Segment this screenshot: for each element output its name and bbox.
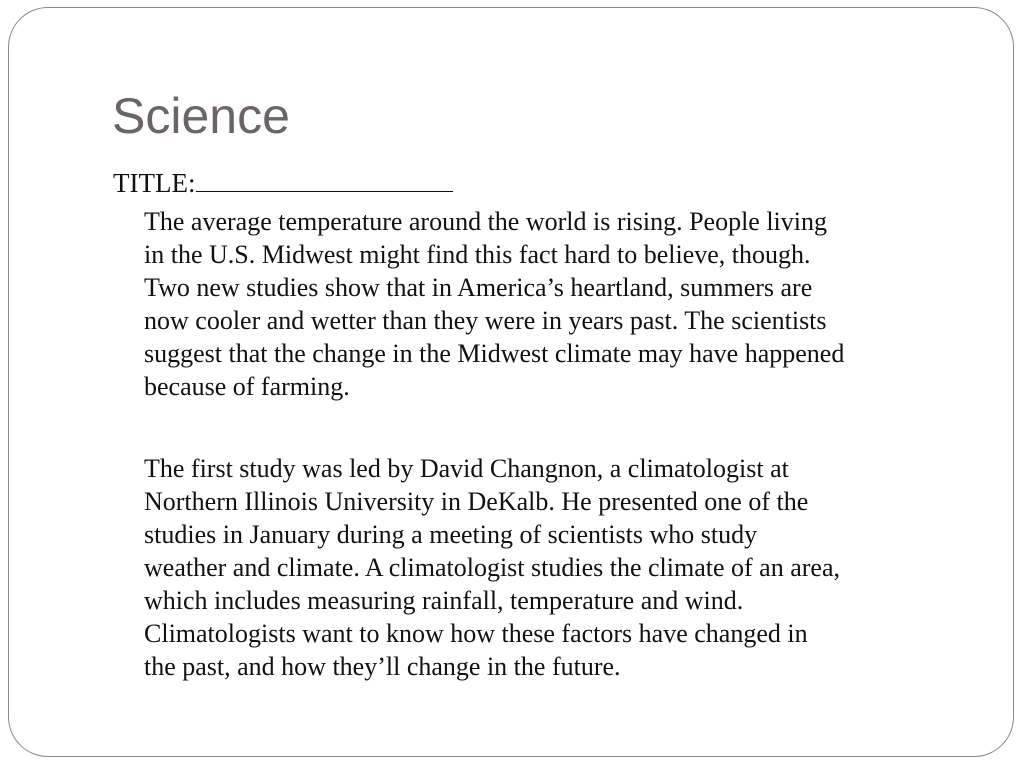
paragraph-line: now cooler and wetter than they were in years past. The scientists (144, 306, 827, 335)
paragraph-line: in the U.S. Midwest might find this fact hard to believe, though. (144, 240, 811, 269)
title-prompt-label: TITLE: (113, 168, 196, 198)
body-paragraph-1 (144, 205, 974, 403)
title-prompt-line (113, 164, 453, 200)
paragraph-line: The average temperature around the world is rising. People living (144, 207, 828, 236)
paragraph-line: suggest that the change in the Midwest climate may have happened (144, 339, 845, 368)
paragraph-line: weather and climate. A climatologist studies the climate of an area, (144, 553, 840, 582)
paragraph-line: because of farming. (144, 372, 350, 401)
paragraph-line: Northern Illinois University in DeKalb. He presented one of the (144, 487, 809, 516)
paragraph-line: The first study was led by David Changnon, a climatologist at (144, 454, 789, 483)
paragraph-line: studies in January during a meeting of scientists who study (144, 520, 758, 549)
title-blank-underline (196, 164, 453, 192)
paragraph-line: which includes measuring rainfall, temperature and wind. (144, 586, 744, 615)
paragraph-line: the past, and how they’ll change in the future. (144, 652, 621, 681)
body-paragraph-2 (144, 452, 974, 683)
paragraph-line: Climatologists want to know how these factors have changed in (144, 619, 808, 648)
slide-title: Science (112, 88, 290, 144)
paragraph-line: Two new studies show that in America’s heartland, summers are (144, 273, 813, 302)
